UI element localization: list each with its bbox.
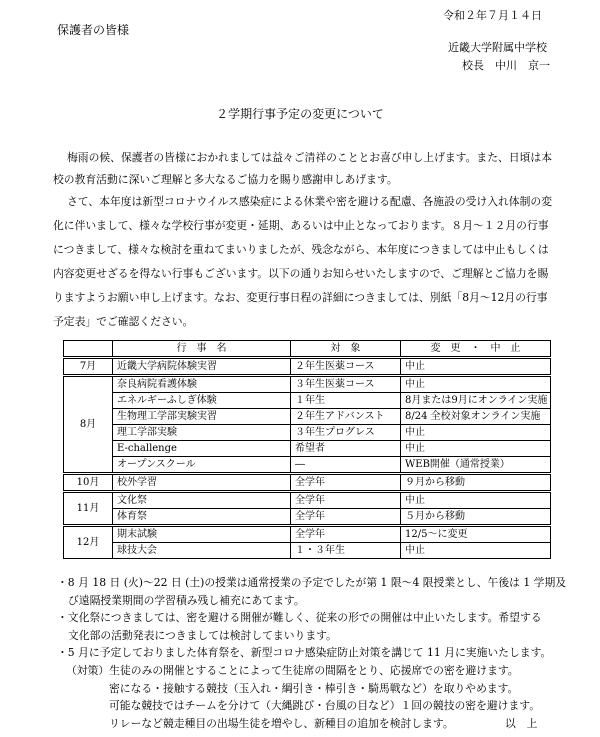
change-cell: WEB開催（通常授業）: [401, 457, 551, 474]
change-header: 変 更 ・ 中 止: [401, 341, 551, 358]
change-cell: 中止: [401, 425, 551, 441]
change-cell: 中止: [401, 441, 551, 457]
principal-name: 校長 中川 京一: [462, 59, 550, 72]
school-name: 近畿大学附属中学校: [448, 41, 547, 54]
measures-last-row: [57, 715, 557, 733]
event-cell: E-challenge: [113, 441, 291, 457]
event-cell: エネルギーふしぎ体験: [113, 393, 291, 409]
event-cell: 期末試験: [113, 526, 291, 543]
note-line: 文化部の活動発表につきましては検討してまいります。: [68, 628, 337, 642]
measure-line: 生徒のみの開催とすることによって生徒席の間隔をとり、応援席での密を避けます。: [109, 663, 519, 677]
target-cell: 全学年: [291, 492, 401, 509]
target-cell: ２年生アドバンスト: [291, 409, 401, 425]
table-row: [64, 543, 551, 559]
month-cell: 11月: [64, 492, 113, 526]
event-cell: 近畿大学病院体験実習: [113, 358, 291, 376]
body-line: さて、本年度は新型コロナウイルス感染症による休業や密を避ける配慮、各施設の受け入れ体制の変: [67, 195, 552, 208]
table-row: [64, 358, 551, 376]
month-cell: 8月: [64, 376, 113, 474]
addressee: 保護者の皆様: [57, 23, 130, 37]
note-line: ・文化祭につきましては、密を避ける開催が難しく、従来の形での開催は中止いたします。希望する: [57, 611, 542, 625]
target-cell: 希望者: [291, 441, 401, 457]
body-paragraph: [53, 190, 552, 334]
event-cell: 文化祭: [113, 492, 291, 509]
target-cell: ２年生医薬コース: [291, 358, 401, 376]
note-line: び遠隔授業期間の学習積み残し補充にあてます。: [68, 593, 305, 607]
target-cell: ―: [291, 457, 401, 474]
target-cell: ３年生プログレス: [291, 425, 401, 441]
document-date: 令和２年７月１４日: [443, 9, 542, 22]
event-cell: オープンスクール: [113, 457, 291, 474]
change-cell: 中止: [401, 376, 551, 393]
month-cell: 12月: [64, 526, 113, 559]
change-cell: 中止: [401, 543, 551, 559]
measure-line: リレーなど競走種目の出場生徒を増やし、新種目の追加を検討します。: [109, 716, 454, 730]
table-row: [64, 393, 551, 409]
change-cell: ９月から移動: [401, 474, 551, 492]
event-cell: 球技大会: [113, 543, 291, 559]
target-cell: １・３年生: [291, 543, 401, 559]
event-cell: 生物理工学部実験実習: [113, 409, 291, 425]
target-cell: 全学年: [291, 509, 401, 526]
table-row: [64, 492, 551, 509]
measure-line: 可能な競技ではチームを分けて（大縄跳び・台風の目など）１回の競技の密を避けます。: [109, 699, 541, 713]
change-cell: 8月または9月にオンライン実施: [401, 393, 551, 409]
target-cell: 全学年: [291, 526, 401, 543]
table-row: [64, 376, 551, 393]
change-cell: 中止: [401, 492, 551, 509]
event-cell: 奈良病院看護体験: [113, 376, 291, 393]
event-change-table: [63, 340, 551, 559]
event-cell: 校外学習: [113, 474, 291, 492]
table-row: [64, 457, 551, 474]
table-row: [64, 409, 551, 425]
measures-first-row: [57, 662, 557, 680]
greeting-line: 梅雨の候、保護者の皆様におかれましては益々ご清祥のこととお喜び申し上げます。また、日頃は本: [67, 151, 552, 164]
body-line: につきまして、様々な検討を重ねてまいりましたが、残念ながら、本年度につきましては中止もしくは: [53, 243, 549, 256]
month-cell: 10月: [64, 474, 113, 492]
target-cell: １年生: [291, 393, 401, 409]
measure-line: 密になる・接触する競技（玉入れ・綱引き・棒引き・騎馬戦など）を取りやめます。: [109, 681, 519, 695]
table-row: [64, 526, 551, 543]
event-cell: 体育祭: [113, 509, 291, 526]
greeting-line: 校の教育活動に深いご理解と多大なるご協力を賜り感謝申しあげます。: [53, 173, 398, 186]
table-header-row: [64, 341, 551, 358]
body-line: 予定表」でご確認ください。: [53, 315, 194, 328]
month-cell: 7月: [64, 358, 113, 376]
change-cell: 中止: [401, 358, 551, 376]
body-line: 化に伴いまして、様々な学校行事が変更・延期、あるいは中止となっております。８月～１２月の行事: [53, 219, 549, 232]
document-title: ２学期行事予定の変更について: [216, 107, 384, 121]
note-line: ・5 月に予定しておりました体育祭を、新型コロナ感染症防止対策を講じて 11 月に実施いたします。: [57, 646, 552, 660]
table-row: [64, 425, 551, 441]
target-cell: ３年生医薬コース: [291, 376, 401, 393]
change-cell: ５月から移動: [401, 509, 551, 526]
notes-section: [57, 574, 567, 732]
change-cell: 8/24 全校対象オンライン実施: [401, 409, 551, 425]
target-cell: 全学年: [291, 474, 401, 492]
body-line: 内容変更せざるを得ない行事もございます。以下の通りお知らせいたしますので、ご理解とご協力を賜: [53, 267, 549, 280]
event-header: 行 事 名: [113, 341, 291, 358]
table-row: [64, 509, 551, 526]
event-cell: 理工学部実験: [113, 425, 291, 441]
measures-label: （対策）: [66, 663, 110, 677]
table-row: [64, 474, 551, 492]
greeting-paragraph: [53, 147, 552, 191]
note-line: ・8 月 18 日 (火)～22 日 (土)の授業は通常授業の予定でしたが第 1 限～4 限授業とし、午後は 1 学期及: [57, 576, 567, 589]
table-row: [64, 441, 551, 457]
body-line: りますようお願い申し上げます。なお、変更行事日程の詳細につきましては、別紙「8月～12月の行事: [53, 291, 548, 304]
target-header: 対 象: [291, 341, 401, 358]
closing-text: 以 上: [505, 716, 538, 730]
month-header: [64, 341, 113, 358]
change-cell: 12/5～に変更: [401, 526, 551, 543]
